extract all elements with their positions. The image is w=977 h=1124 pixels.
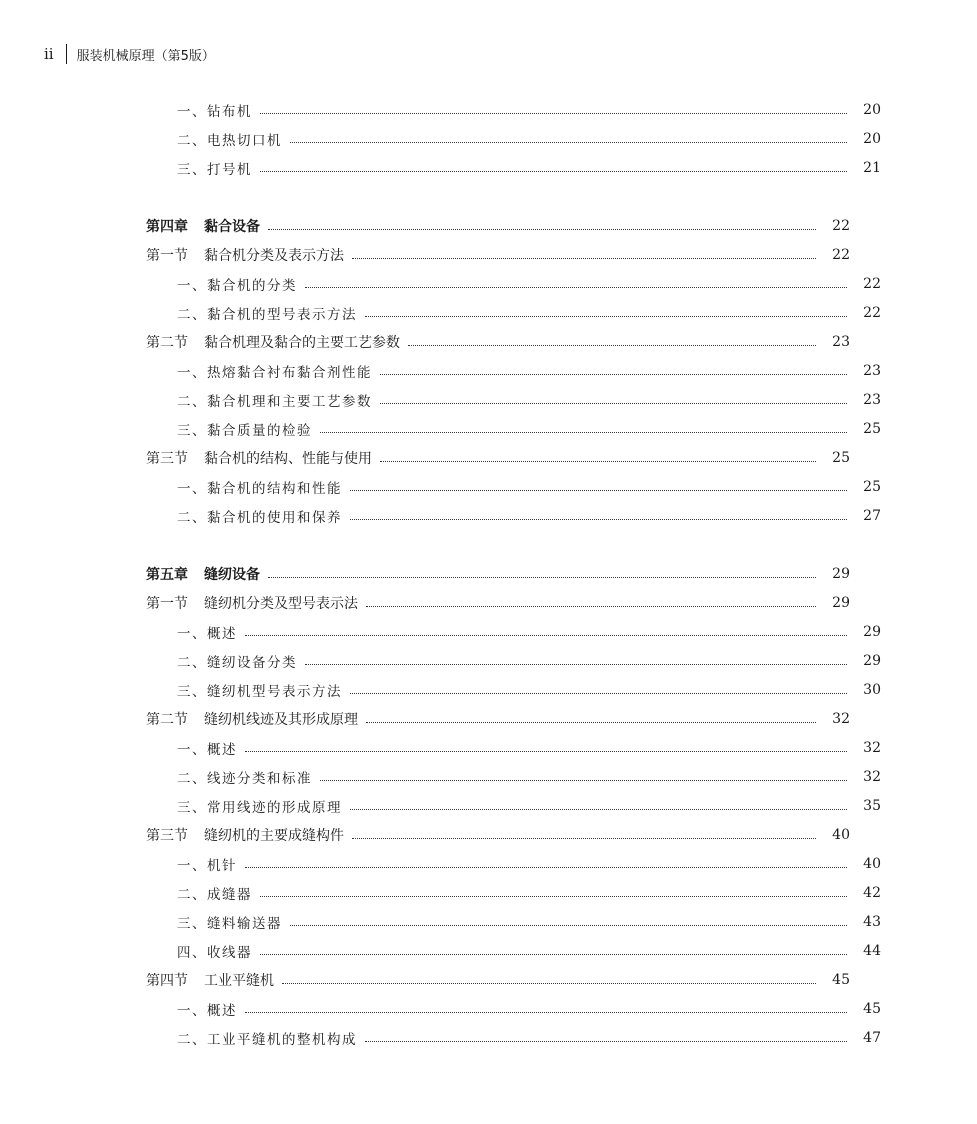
toc-item-label: 一、概述 (177, 626, 237, 642)
toc-section-title: 黏合机分类及表示方法 (204, 248, 344, 264)
dot-leader (380, 461, 816, 462)
toc-item-label: 二、黏合机的型号表示方法 (177, 307, 357, 323)
toc-item-row[interactable] (0, 911, 977, 933)
toc-page-number: 20 (863, 102, 881, 118)
toc-chapter-row[interactable] (0, 215, 946, 237)
dot-leader (365, 316, 847, 317)
toc-item-label: 一、概述 (177, 742, 237, 758)
toc-page-number: 20 (863, 131, 881, 147)
toc-item-row[interactable] (0, 273, 977, 295)
toc-item-row[interactable] (0, 1027, 977, 1049)
toc-page-number: 43 (863, 914, 881, 930)
dot-leader (408, 345, 816, 346)
dot-leader (350, 693, 847, 694)
dot-leader (245, 867, 847, 868)
toc-section-title: 黏合机理及黏合的主要工艺参数 (204, 335, 400, 351)
toc-section-row[interactable] (0, 447, 946, 469)
toc-item-label: 二、成缝器 (177, 887, 252, 903)
toc-item-label: 三、常用线迹的形成原理 (177, 800, 342, 816)
toc-chapter-number: 第四章 (146, 219, 188, 235)
toc-section-row[interactable] (0, 592, 946, 614)
toc-page-number: 29 (863, 624, 881, 640)
book-title: 服装机械原理（第5版） (76, 48, 215, 64)
dot-leader (350, 809, 847, 810)
toc-section-number: 第一节 (146, 248, 188, 264)
dot-leader (352, 258, 816, 259)
toc-section-row[interactable] (0, 969, 946, 991)
toc-page-number: 23 (863, 363, 881, 379)
toc-section-number: 第二节 (146, 712, 188, 728)
dot-leader (380, 374, 847, 375)
toc-page-number: 29 (863, 653, 881, 669)
toc-item-label: 二、线迹分类和标准 (177, 771, 312, 787)
toc-page-number: 27 (863, 508, 881, 524)
toc-item-label: 一、黏合机的结构和性能 (177, 481, 342, 497)
toc-section-title: 缝纫机线迹及其形成原理 (204, 712, 358, 728)
toc-item-row[interactable] (0, 389, 977, 411)
dot-leader (245, 1012, 847, 1013)
toc-page-number: 21 (863, 160, 881, 176)
toc-item-label: 一、机针 (177, 858, 237, 874)
toc-chapter-title: 缝纫设备 (204, 567, 260, 583)
toc-item-row[interactable] (0, 505, 977, 527)
toc-item-label: 二、黏合机的使用和保养 (177, 510, 342, 526)
toc-item-row[interactable] (0, 360, 977, 382)
toc-item-label: 二、工业平缝机的整机构成 (177, 1032, 357, 1048)
toc-section-number: 第三节 (146, 451, 188, 467)
toc-item-row[interactable] (0, 128, 977, 150)
header-divider (66, 44, 67, 64)
toc-section-row[interactable] (0, 331, 946, 353)
dot-leader (305, 287, 847, 288)
toc-item-label: 二、电热切口机 (177, 133, 282, 149)
toc-item-row[interactable] (0, 650, 977, 672)
toc-page-number: 25 (832, 450, 850, 466)
toc-page-number: 40 (863, 856, 881, 872)
toc-page-number: 22 (863, 276, 881, 292)
toc-page-number: 22 (832, 247, 850, 263)
toc-section-number: 第二节 (146, 335, 188, 351)
page-number: ii (44, 45, 54, 63)
toc-page-number: 23 (832, 334, 850, 350)
toc-item-label: 四、收线器 (177, 945, 252, 961)
toc-item-row[interactable] (0, 998, 977, 1020)
toc-item-label: 一、黏合机的分类 (177, 278, 297, 294)
toc-page-number: 35 (863, 798, 881, 814)
toc-item-label: 一、概述 (177, 1003, 237, 1019)
toc-item-label: 三、打号机 (177, 162, 252, 178)
toc-section-title: 黏合机的结构、性能与使用 (204, 451, 372, 467)
toc-page-number: 32 (863, 740, 881, 756)
dot-leader (260, 954, 847, 955)
dot-leader (352, 838, 816, 839)
toc-item-label: 一、钻布机 (177, 104, 252, 120)
dot-leader (290, 925, 847, 926)
dot-leader (380, 403, 847, 404)
toc-page-number: 44 (863, 943, 881, 959)
toc-section-title: 缝纫机的主要成缝构件 (204, 828, 344, 844)
dot-leader (366, 722, 816, 723)
dot-leader (320, 780, 847, 781)
toc-page-number: 45 (832, 972, 850, 988)
toc-page-number: 22 (832, 218, 850, 234)
dot-leader (366, 606, 816, 607)
toc-section-row[interactable] (0, 824, 946, 846)
toc-page-number: 32 (832, 711, 850, 727)
toc-item-row[interactable] (0, 766, 977, 788)
toc-page-number: 42 (863, 885, 881, 901)
toc-item-label: 三、缝料输送器 (177, 916, 282, 932)
dot-leader (268, 229, 816, 230)
toc-item-row[interactable] (0, 679, 977, 701)
toc-item-label: 三、缝纫机型号表示方法 (177, 684, 342, 700)
toc-section-number: 第一节 (146, 596, 188, 612)
toc-page-number: 25 (863, 421, 881, 437)
toc-section-title: 缝纫机分类及型号表示法 (204, 596, 358, 612)
toc-item-row[interactable] (0, 99, 977, 121)
toc-item-row[interactable] (0, 940, 977, 962)
toc-item-row[interactable] (0, 302, 977, 324)
toc-item-row[interactable] (0, 853, 977, 875)
toc-page-number: 29 (832, 566, 850, 582)
dot-leader (260, 171, 847, 172)
toc-item-label: 三、黏合质量的检验 (177, 423, 312, 439)
toc-chapter-title: 黏合设备 (204, 219, 260, 235)
toc-item-row[interactable] (0, 621, 977, 643)
toc-section-row[interactable] (0, 708, 946, 730)
dot-leader (260, 113, 847, 114)
dot-leader (320, 432, 847, 433)
toc-item-row[interactable] (0, 737, 977, 759)
dot-leader (282, 983, 816, 984)
toc-page-number: 25 (863, 479, 881, 495)
toc-page-number: 40 (832, 827, 850, 843)
dot-leader (260, 896, 847, 897)
toc-page-number: 23 (863, 392, 881, 408)
dot-leader (350, 519, 847, 520)
dot-leader (245, 635, 847, 636)
toc-item-row[interactable] (0, 476, 977, 498)
toc-item-label: 一、热熔黏合衬布黏合剂性能 (177, 365, 372, 381)
toc-page-number: 45 (863, 1001, 881, 1017)
toc-section-number: 第四节 (146, 973, 188, 989)
toc-page-number: 47 (863, 1030, 881, 1046)
toc-section-row[interactable] (0, 244, 946, 266)
running-header (44, 44, 215, 64)
toc-item-row[interactable] (0, 157, 977, 179)
toc-page-number: 29 (832, 595, 850, 611)
toc-item-label: 二、缝纫设备分类 (177, 655, 297, 671)
toc-chapter-number: 第五章 (146, 567, 188, 583)
toc-section-title: 工业平缝机 (204, 973, 274, 989)
dot-leader (268, 577, 816, 578)
toc-item-row[interactable] (0, 795, 977, 817)
dot-leader (245, 751, 847, 752)
dot-leader (365, 1041, 847, 1042)
dot-leader (305, 664, 847, 665)
dot-leader (350, 490, 847, 491)
toc-section-number: 第三节 (146, 828, 188, 844)
toc-page-number: 30 (863, 682, 881, 698)
dot-leader (290, 142, 847, 143)
toc-chapter-row[interactable] (0, 563, 946, 585)
toc-item-row[interactable] (0, 882, 977, 904)
toc-page-number: 32 (863, 769, 881, 785)
toc-page-number: 22 (863, 305, 881, 321)
toc-item-label: 二、黏合机理和主要工艺参数 (177, 394, 372, 410)
toc-item-row[interactable] (0, 418, 977, 440)
